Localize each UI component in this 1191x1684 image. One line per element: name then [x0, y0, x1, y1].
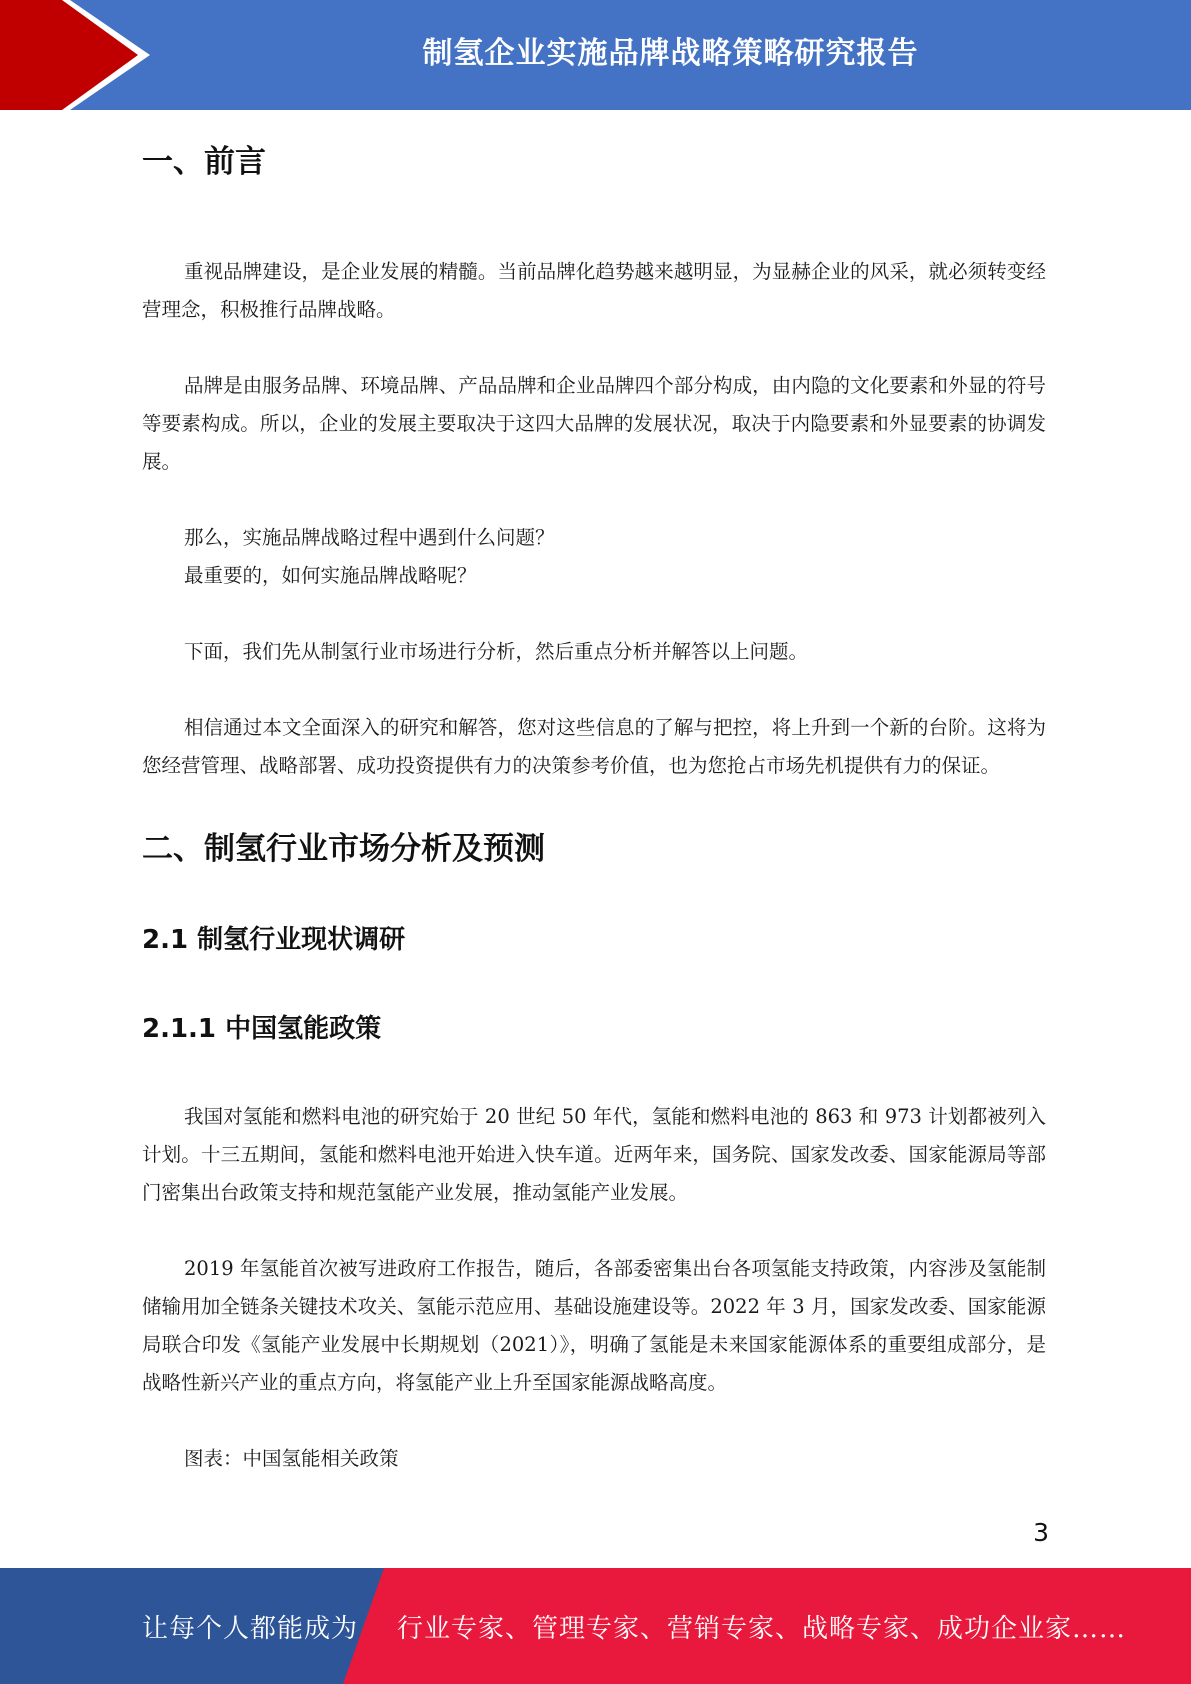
footer-slogan-right: 行业专家、管理专家、营销专家、战略专家、成功企业家…… [397, 1613, 1127, 1644]
section-2-1-1-paragraph-2: 2019 年氢能首次被写进政府工作报告，随后，各部委密集出台各项氢能支持政策，内容涉及氢能制储输用加全链条关键技术攻关、氢能示范应用、基础设施建设等。2022 年 3 月，国家发改委、国家能源局联合印发《氢能产业发展中长期规划（2021）》，明确了氢能是未来国家能源体系的重要组成部分，是战略性新兴产业的重点方向，将氢能产业上升至国家能源战略高度。 [142, 1257, 1046, 1394]
page-content [142, 140, 1046, 1478]
section-1-heading: 一、前言 [142, 144, 266, 180]
section-1-paragraph-2: 品牌是由服务品牌、环境品牌、产品品牌和企业品牌四个部分构成，由内隐的文化要素和外显的符号等要素构成。所以，企业的发展主要取决于这四大品牌的发展状况，取决于内隐要素和外显要素的协调发展。 [142, 374, 1046, 473]
section-1-question-2: 最重要的，如何实施品牌战略呢？ [184, 564, 477, 587]
section-2-1-1-heading: 2.1.1 中国氢能政策 [142, 1014, 382, 1044]
page-number: 3 [1033, 1518, 1049, 1547]
section-2-heading: 二、制氢行业市场分析及预测 [142, 831, 545, 867]
section-1-question-1: 那么，实施品牌战略过程中遇到什么问题？ [184, 526, 555, 549]
header-banner [0, 0, 1191, 110]
section-1-paragraph-1: 重视品牌建设，是企业发展的精髓。当前品牌化趋势越来越明显，为显赫企业的风采，就必须转变经营理念，积极推行品牌战略。 [142, 260, 1046, 321]
document-title: 制氢企业实施品牌战略策略研究报告 [422, 36, 919, 71]
section-1-paragraph-5: 相信通过本文全面深入的研究和解答，您对这些信息的了解与把控，将上升到一个新的台阶。这将为您经营管理、战略部署、成功投资提供有力的决策参考价值，也为您抢占市场先机提供有力的保证。 [142, 716, 1046, 777]
footer-banner [0, 1568, 1191, 1684]
section-2-1-1-paragraph-1: 我国对氢能和燃料电池的研究始于 20 世纪 50 年代，氢能和燃料电池的 863 和 973 计划都被列入计划。十三五期间，氢能和燃料电池开始进入快车道。近两年来，国务院、国家发改委、国家能源局等部门密集出台政策支持和规范氢能产业发展，推动氢能产业发展。 [142, 1105, 1046, 1204]
section-2-1-heading: 2.1 制氢行业现状调研 [142, 925, 406, 955]
section-1-paragraph-4: 下面，我们先从制氢行业市场进行分析，然后重点分析并解答以上问题。 [184, 640, 809, 663]
footer-slogan-left: 让每个人都能成为 [142, 1613, 359, 1644]
figure-caption: 图表：中国氢能相关政策 [184, 1447, 399, 1470]
